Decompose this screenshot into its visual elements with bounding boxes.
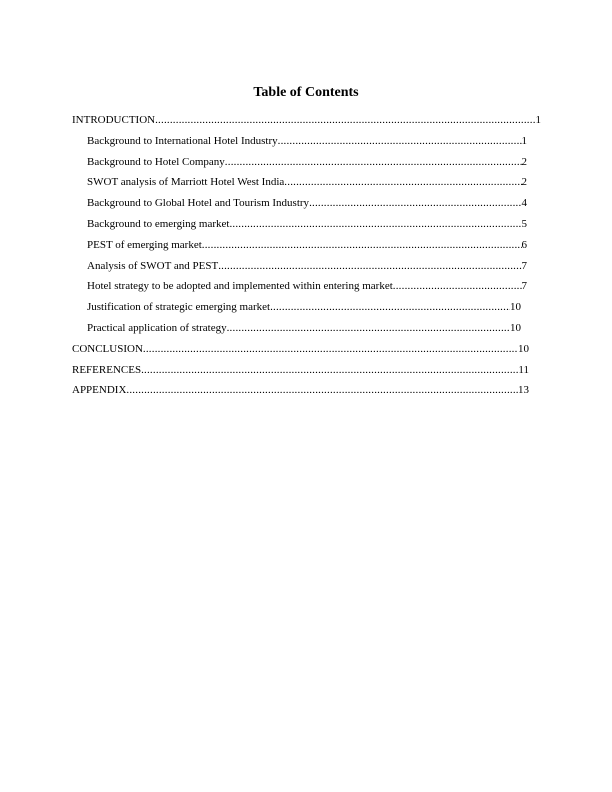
toc-entry-label: REFERENCES — [72, 363, 142, 376]
toc-entry-label: Background to emerging market — [87, 217, 230, 230]
toc-entry-label: Hotel strategy to be adopted and implemented within entering market — [87, 280, 393, 293]
toc-entry-conclusion[interactable] — [72, 342, 542, 363]
toc-page-number: 5 — [521, 217, 527, 230]
toc-page-number: 4 — [521, 197, 527, 210]
toc-dot-leader — [225, 155, 522, 169]
toc-entry-pest[interactable] — [72, 238, 542, 259]
toc-entry-international-hotel-industry[interactable] — [72, 134, 542, 155]
toc-entry-emerging-market[interactable] — [72, 217, 542, 238]
toc-entry-label: INTRODUCTION — [72, 114, 156, 126]
toc-page-number: 7 — [521, 259, 527, 272]
toc-entry-label: Background to Global Hotel and Tourism Industry — [87, 197, 310, 210]
toc-entry-practical-application[interactable] — [72, 321, 542, 342]
toc-dot-leader — [143, 342, 518, 356]
toc-page-number: 6 — [521, 238, 527, 251]
toc-dot-leader — [393, 279, 522, 293]
toc-entry-label: SWOT analysis of Marriott Hotel West India — [87, 176, 285, 189]
toc-entry-introduction[interactable] — [72, 113, 542, 134]
toc-page-number: 1 — [521, 134, 527, 147]
toc-dot-leader — [155, 113, 535, 127]
toc-page-number: 10 — [510, 301, 521, 314]
toc-dot-leader — [126, 383, 518, 397]
toc-entry-label: Background to International Hotel Industry — [87, 134, 278, 147]
toc-entry-label: Justification of strategic emerging market — [87, 301, 271, 314]
toc-page-number: 13 — [518, 384, 529, 397]
toc-dot-leader — [270, 300, 510, 314]
toc-entry-references[interactable] — [72, 363, 542, 384]
toc-dot-leader — [284, 175, 521, 189]
toc-entry-label: Analysis of SWOT and PEST — [87, 259, 219, 272]
toc-entry-label: Background to Hotel Company — [87, 155, 225, 168]
toc-entry-swot-marriott[interactable] — [72, 175, 542, 196]
toc-dot-leader — [218, 259, 521, 273]
toc-page-number: 2 — [521, 176, 527, 189]
toc-entry-label: PEST of emerging market — [87, 238, 202, 251]
toc-page-number: 10 — [518, 342, 529, 355]
toc-dot-leader — [202, 238, 522, 252]
toc-entry-label: Practical application of strategy — [87, 321, 227, 334]
toc-dot-leader — [141, 363, 518, 377]
toc-title: Table of Contents — [253, 85, 359, 100]
toc-dot-leader — [227, 321, 510, 335]
toc-page-number: 2 — [521, 155, 527, 168]
toc-entry-global-hotel-tourism[interactable] — [72, 196, 542, 217]
toc-entry-hotel-company[interactable] — [72, 155, 542, 176]
toc-entry-hotel-strategy[interactable] — [72, 279, 542, 300]
toc-page-number: 7 — [521, 280, 527, 293]
toc-entry-swot-pest-analysis[interactable] — [72, 259, 542, 280]
toc-dot-leader — [229, 217, 521, 231]
toc-entry-label: APPENDIX — [72, 384, 127, 397]
toc-entry-label: CONCLUSION — [72, 342, 143, 355]
toc-dot-leader — [309, 196, 521, 210]
table-of-contents — [72, 113, 542, 404]
toc-page-number: 10 — [510, 321, 521, 334]
toc-page-number: 1 — [535, 114, 541, 126]
toc-entry-justification[interactable] — [72, 300, 542, 321]
toc-entry-appendix[interactable] — [72, 383, 542, 404]
toc-dot-leader — [278, 134, 522, 148]
toc-page-number: 11 — [518, 363, 529, 376]
